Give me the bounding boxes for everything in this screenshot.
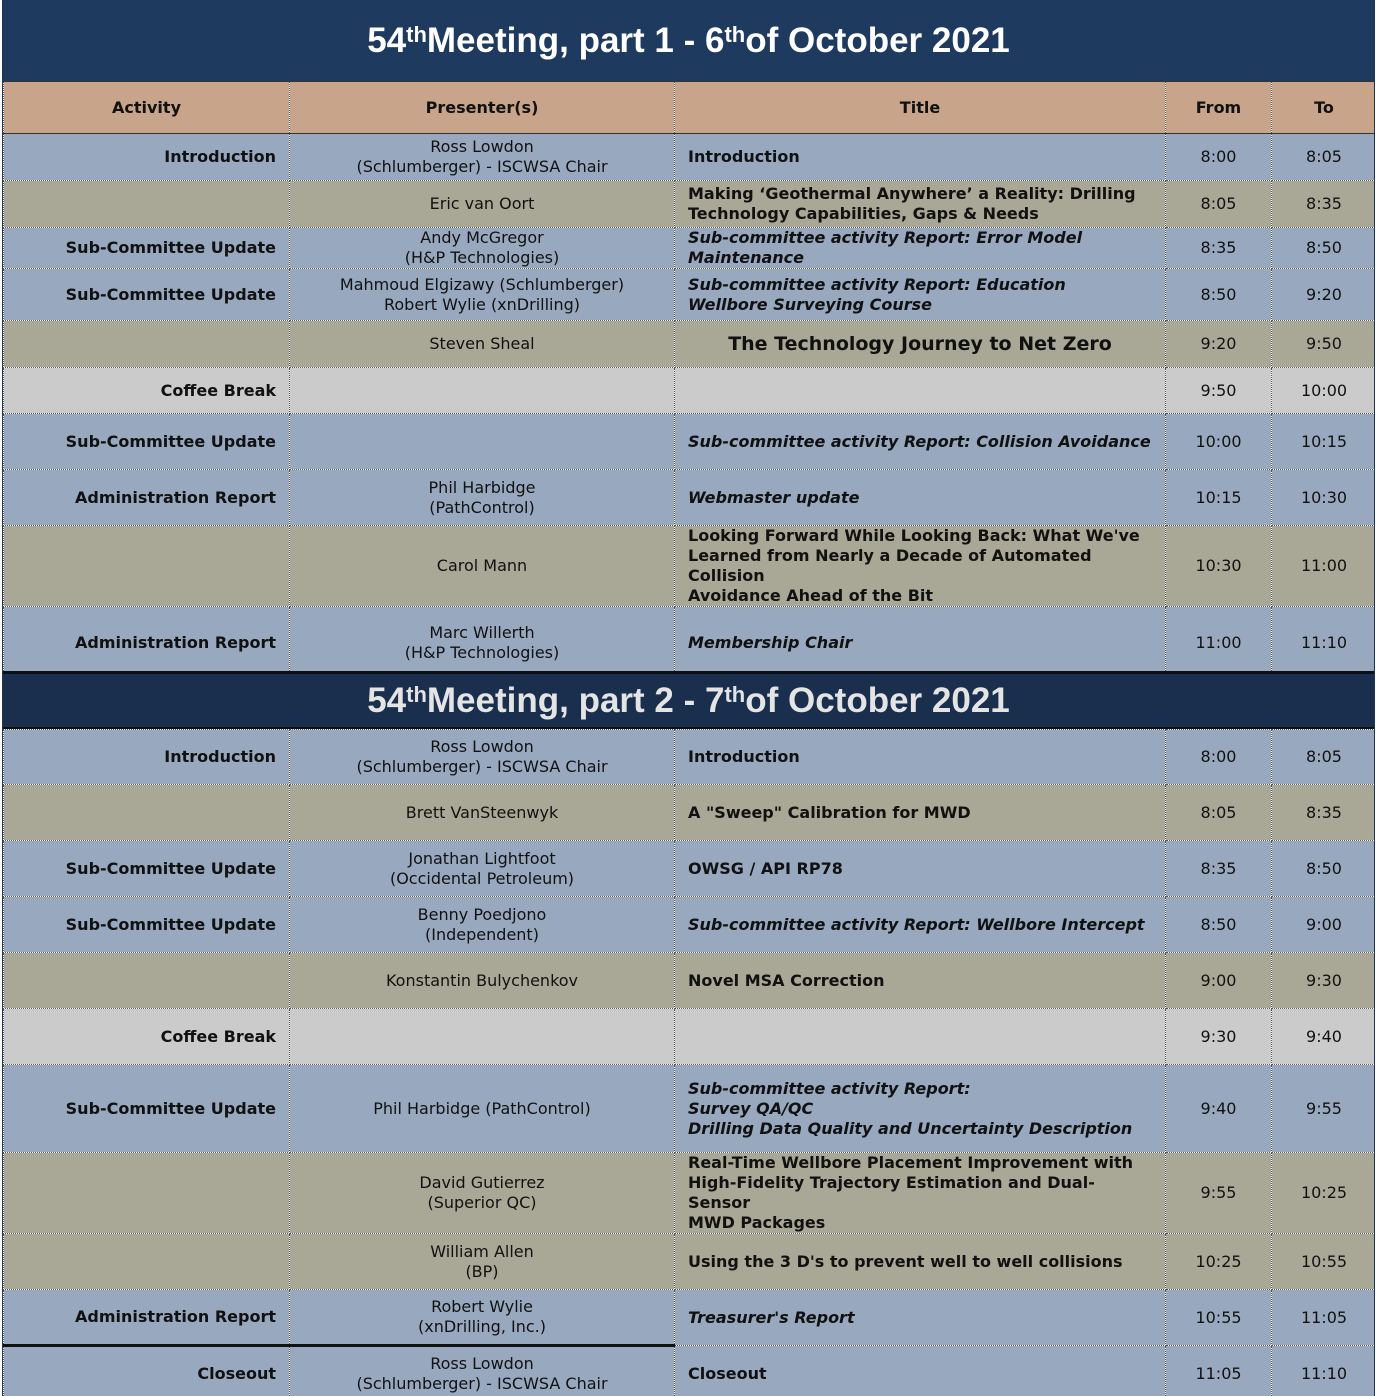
activity-label: Sub-Committee Update bbox=[65, 914, 276, 934]
from-time-cell bbox=[1166, 228, 1272, 269]
from-time-cell bbox=[1166, 897, 1272, 953]
from-time: 11:00 bbox=[1195, 632, 1242, 652]
activity-cell bbox=[4, 1290, 290, 1346]
from-time-cell bbox=[1166, 1346, 1272, 1396]
activity-cell bbox=[4, 607, 290, 679]
presenter-line: Ross Lowdon bbox=[430, 1354, 534, 1373]
to-time-cell bbox=[1272, 730, 1376, 785]
activity-cell bbox=[4, 526, 290, 607]
from-time-cell bbox=[1166, 1153, 1272, 1234]
title-line: Using the 3 D's to prevent well to well collisions bbox=[688, 1251, 1123, 1271]
presenter-cell bbox=[290, 1009, 675, 1065]
part1-banner-end: of October 2021 bbox=[745, 20, 1010, 60]
presenter-cell bbox=[290, 181, 675, 228]
presenter-cell bbox=[290, 607, 675, 679]
presenter-line: Brett VanSteenwyk bbox=[405, 802, 559, 822]
from-time-cell bbox=[1166, 953, 1272, 1009]
activity-label: Administration Report bbox=[75, 487, 276, 507]
presenter-line: Steven Sheal bbox=[429, 334, 535, 353]
presenter-cell bbox=[290, 228, 675, 269]
activity-label: Introduction bbox=[164, 747, 276, 766]
title-line: A "Sweep" Calibration for MWD bbox=[688, 802, 971, 822]
table-row bbox=[4, 228, 1376, 269]
title-line: The Technology Journey to Net Zero bbox=[728, 333, 1112, 355]
title-line: Treasurer's Report bbox=[688, 1307, 855, 1327]
presenter-line: (Schlumberger) - ISCWSA Chair bbox=[356, 757, 608, 776]
header-from: From bbox=[1166, 82, 1272, 134]
title-line: Real-Time Wellbore Placement Improvement with bbox=[688, 1153, 1134, 1172]
title-line: Looking Forward While Looking Back: What We've bbox=[688, 526, 1140, 545]
to-time: 11:10 bbox=[1300, 1363, 1348, 1383]
to-time: 9:00 bbox=[1306, 914, 1342, 934]
title-line: High-Fidelity Trajectory Estimation and Dual-Sensor bbox=[688, 1173, 1095, 1212]
to-time-cell bbox=[1272, 414, 1376, 470]
presenter-cell bbox=[290, 841, 675, 897]
to-time: 8:05 bbox=[1306, 747, 1342, 766]
part1-banner-num: 54 bbox=[367, 20, 407, 60]
to-time: 8:05 bbox=[1306, 147, 1342, 166]
activity-cell bbox=[4, 181, 290, 228]
to-time: 9:55 bbox=[1306, 1098, 1342, 1118]
from-time-cell bbox=[1166, 368, 1272, 414]
from-time: 11:05 bbox=[1195, 1363, 1242, 1383]
presenter-line: Eric van Oort bbox=[429, 194, 535, 213]
presenter-line: Konstantin Bulychenkov bbox=[385, 970, 579, 990]
presenter-line: William Allen bbox=[430, 1241, 534, 1261]
title-line: Introduction bbox=[688, 747, 800, 766]
from-time-cell bbox=[1166, 1009, 1272, 1065]
activity-cell bbox=[4, 841, 290, 897]
to-time-cell bbox=[1272, 321, 1376, 368]
title-cell bbox=[675, 228, 1166, 269]
from-time-cell bbox=[1166, 841, 1272, 897]
title-line: Maintenance bbox=[688, 248, 805, 267]
part2-banner-day-sup: th bbox=[724, 681, 746, 707]
activity-cell bbox=[4, 1065, 290, 1153]
presenter-cell bbox=[290, 414, 675, 470]
activity-cell bbox=[4, 321, 290, 368]
header-to: To bbox=[1272, 82, 1376, 134]
to-time: 8:35 bbox=[1306, 194, 1342, 213]
title-cell bbox=[675, 1234, 1166, 1290]
activity-label: Sub-Committee Update bbox=[65, 284, 276, 304]
activity-label: Sub-Committee Update bbox=[65, 858, 276, 878]
table-row bbox=[4, 841, 1376, 897]
table-row bbox=[4, 470, 1376, 526]
from-time: 8:50 bbox=[1200, 284, 1237, 304]
title-cell bbox=[675, 897, 1166, 953]
activity-cell bbox=[4, 228, 290, 269]
activity-cell bbox=[4, 1346, 290, 1396]
part1-schedule-table bbox=[3, 81, 1375, 679]
part2-banner-num-sup: th bbox=[406, 681, 427, 707]
table-row bbox=[4, 1234, 1376, 1290]
title-line: Drilling Data Quality and Uncertainty Description bbox=[688, 1118, 1133, 1138]
presenter-line: Robert Wylie bbox=[431, 1297, 533, 1316]
title-line: Sub-committee activity Report: Education bbox=[688, 274, 1066, 294]
activity-cell bbox=[4, 1009, 290, 1065]
from-time-cell bbox=[1166, 321, 1272, 368]
part2-banner bbox=[3, 671, 1374, 729]
part1-banner-mid: Meeting, part 1 - 6 bbox=[426, 20, 725, 60]
title-cell bbox=[675, 607, 1166, 679]
to-time-cell bbox=[1272, 228, 1376, 269]
to-time-cell bbox=[1272, 841, 1376, 897]
presenter-line: Marc Willerth bbox=[429, 622, 535, 642]
table-row bbox=[4, 526, 1376, 607]
to-time-cell bbox=[1272, 897, 1376, 953]
activity-label: Coffee Break bbox=[160, 380, 276, 400]
table-row bbox=[4, 1065, 1376, 1153]
to-time: 10:15 bbox=[1300, 431, 1348, 451]
presenter-cell bbox=[290, 953, 675, 1009]
to-time-cell bbox=[1272, 269, 1376, 321]
from-time: 10:15 bbox=[1195, 487, 1242, 507]
activity-cell bbox=[4, 414, 290, 470]
from-time: 9:50 bbox=[1200, 380, 1237, 400]
part2-banner-end: of October 2021 bbox=[745, 680, 1010, 720]
presenter-line: (Occidental Petroleum) bbox=[389, 868, 575, 888]
table-row bbox=[4, 785, 1376, 841]
to-time: 8:35 bbox=[1306, 802, 1342, 822]
table-row bbox=[4, 134, 1376, 181]
table-row bbox=[4, 1153, 1376, 1234]
title-line: Avoidance Ahead of the Bit bbox=[688, 586, 934, 605]
part1-banner bbox=[3, 0, 1374, 81]
from-time: 9:30 bbox=[1200, 1026, 1237, 1046]
to-time: 11:00 bbox=[1300, 556, 1348, 575]
presenter-line: (Superior QC) bbox=[427, 1193, 537, 1212]
title-line: MWD Packages bbox=[688, 1213, 826, 1232]
title-line: Survey QA/QC bbox=[688, 1098, 814, 1118]
part1-rows bbox=[4, 134, 1376, 679]
table-row bbox=[4, 730, 1376, 785]
from-time: 9:40 bbox=[1200, 1098, 1237, 1118]
to-time: 11:10 bbox=[1300, 632, 1348, 652]
presenter-cell bbox=[290, 526, 675, 607]
to-time-cell bbox=[1272, 470, 1376, 526]
presenter-line: Benny Poedjono bbox=[417, 904, 547, 924]
from-time-cell bbox=[1166, 134, 1272, 181]
presenter-line: David Gutierrez bbox=[419, 1173, 545, 1192]
title-line: Technology Capabilities, Gaps & Needs bbox=[688, 204, 1039, 223]
to-time-cell bbox=[1272, 785, 1376, 841]
presenter-line: (Independent) bbox=[425, 924, 539, 944]
title-cell bbox=[675, 470, 1166, 526]
title-cell bbox=[675, 953, 1166, 1009]
from-time-cell bbox=[1166, 181, 1272, 228]
presenter-cell bbox=[290, 1153, 675, 1234]
from-time: 8:35 bbox=[1200, 858, 1237, 878]
activity-cell bbox=[4, 1153, 290, 1234]
presenter-cell bbox=[290, 1234, 675, 1290]
from-time-cell bbox=[1166, 269, 1272, 321]
title-cell bbox=[675, 1009, 1166, 1065]
part2-rows bbox=[4, 730, 1376, 1396]
from-time-cell bbox=[1166, 414, 1272, 470]
from-time-cell bbox=[1166, 1290, 1272, 1346]
to-time-cell bbox=[1272, 134, 1376, 181]
to-time: 10:30 bbox=[1300, 487, 1348, 507]
activity-label: Closeout bbox=[197, 1364, 276, 1383]
title-line: Sub-committee activity Report: Error Model bbox=[688, 228, 1083, 247]
from-time: 8:50 bbox=[1200, 914, 1237, 934]
presenter-cell bbox=[290, 1065, 675, 1153]
from-time: 8:00 bbox=[1200, 747, 1237, 766]
part2-schedule-table bbox=[3, 729, 1375, 1396]
activity-cell bbox=[4, 1234, 290, 1290]
title-cell bbox=[675, 269, 1166, 321]
part1-banner-day-sup: th bbox=[724, 21, 746, 47]
to-time: 8:50 bbox=[1306, 858, 1342, 878]
part1-banner-num-sup: th bbox=[406, 21, 427, 47]
to-time-cell bbox=[1272, 607, 1376, 679]
to-time-cell bbox=[1272, 181, 1376, 228]
from-time: 9:20 bbox=[1200, 334, 1237, 353]
column-header-row bbox=[4, 82, 1376, 134]
presenter-line: Ross Lowdon bbox=[430, 137, 534, 156]
to-time-cell bbox=[1272, 1065, 1376, 1153]
title-line: Membership Chair bbox=[688, 632, 853, 652]
presenter-line: (PathControl) bbox=[429, 497, 535, 517]
to-time: 9:20 bbox=[1306, 284, 1342, 304]
table-row bbox=[4, 1009, 1376, 1065]
presenter-line: (H&P Technologies) bbox=[404, 248, 560, 267]
presenter-line: Carol Mann bbox=[436, 556, 528, 575]
presenter-line: (Schlumberger) - ISCWSA Chair bbox=[356, 157, 608, 176]
presenter-line: Robert Wylie (xnDrilling) bbox=[383, 294, 581, 314]
to-time: 10:25 bbox=[1300, 1183, 1348, 1202]
presenter-line: (Schlumberger) - ISCWSA Chair bbox=[356, 1374, 608, 1393]
to-time: 9:40 bbox=[1306, 1026, 1342, 1046]
header-title: Title bbox=[675, 82, 1166, 134]
to-time-cell bbox=[1272, 953, 1376, 1009]
title-line: Novel MSA Correction bbox=[688, 970, 885, 990]
agenda-sheet bbox=[2, 0, 1375, 1396]
presenter-cell bbox=[290, 897, 675, 953]
table-row bbox=[4, 1290, 1376, 1346]
activity-label: Sub-Committee Update bbox=[65, 238, 276, 257]
from-time: 10:00 bbox=[1195, 431, 1242, 451]
title-line: Sub-committee activity Report: Wellbore Intercept bbox=[688, 914, 1145, 934]
activity-cell bbox=[4, 897, 290, 953]
to-time-cell bbox=[1272, 1234, 1376, 1290]
part2-banner-num: 54 bbox=[367, 680, 407, 720]
presenter-line: Phil Harbidge bbox=[428, 477, 536, 497]
from-time-cell bbox=[1166, 1065, 1272, 1153]
table-row bbox=[4, 181, 1376, 228]
table-row bbox=[4, 321, 1376, 368]
from-time-cell bbox=[1166, 1234, 1272, 1290]
to-time-cell bbox=[1272, 368, 1376, 414]
to-time-cell bbox=[1272, 1009, 1376, 1065]
title-cell bbox=[675, 785, 1166, 841]
to-time: 10:55 bbox=[1300, 1251, 1348, 1271]
to-time: 8:50 bbox=[1306, 238, 1342, 257]
title-cell bbox=[675, 730, 1166, 785]
from-time: 9:55 bbox=[1200, 1183, 1237, 1202]
presenter-line: Jonathan Lightfoot bbox=[408, 848, 556, 868]
activity-cell bbox=[4, 269, 290, 321]
title-line: Sub-committee activity Report: Collision Avoidance bbox=[688, 431, 1151, 451]
title-line: OWSG / API RP78 bbox=[688, 858, 843, 878]
presenter-cell bbox=[290, 730, 675, 785]
activity-label: Administration Report bbox=[75, 632, 276, 652]
from-time: 8:35 bbox=[1200, 238, 1237, 257]
from-time-cell bbox=[1166, 730, 1272, 785]
activity-label: Introduction bbox=[164, 147, 276, 166]
presenter-line: (xnDrilling, Inc.) bbox=[418, 1317, 546, 1336]
presenter-line: Mahmoud Elgizawy (Schlumberger) bbox=[339, 274, 625, 294]
presenter-cell bbox=[290, 1346, 675, 1396]
title-cell bbox=[675, 1065, 1166, 1153]
part2-banner-mid: Meeting, part 2 - 7 bbox=[426, 680, 725, 720]
from-time-cell bbox=[1166, 470, 1272, 526]
table-row bbox=[4, 607, 1376, 679]
to-time-cell bbox=[1272, 1346, 1376, 1396]
title-cell bbox=[675, 526, 1166, 607]
title-cell bbox=[675, 414, 1166, 470]
to-time-cell bbox=[1272, 1153, 1376, 1234]
from-time-cell bbox=[1166, 526, 1272, 607]
presenter-cell bbox=[290, 269, 675, 321]
title-cell bbox=[675, 1346, 1166, 1396]
from-time: 8:05 bbox=[1200, 802, 1237, 822]
header-activity: Activity bbox=[4, 82, 290, 134]
title-cell bbox=[675, 1290, 1166, 1346]
presenter-cell bbox=[290, 134, 675, 181]
table-row bbox=[4, 414, 1376, 470]
to-time: 11:05 bbox=[1300, 1307, 1348, 1327]
presenter-line: Ross Lowdon bbox=[430, 737, 534, 756]
presenter-cell bbox=[290, 470, 675, 526]
to-time: 10:00 bbox=[1300, 380, 1348, 400]
from-time-cell bbox=[1166, 607, 1272, 679]
title-line: Wellbore Surveying Course bbox=[688, 294, 933, 314]
title-cell bbox=[675, 181, 1166, 228]
title-line: Introduction bbox=[688, 147, 800, 166]
activity-label: Administration Report bbox=[75, 1307, 276, 1326]
title-line: Closeout bbox=[688, 1363, 767, 1383]
presenter-cell bbox=[290, 321, 675, 368]
activity-cell bbox=[4, 134, 290, 181]
to-time: 9:30 bbox=[1306, 970, 1342, 990]
from-time: 8:00 bbox=[1200, 147, 1237, 166]
activity-cell bbox=[4, 785, 290, 841]
presenter-cell bbox=[290, 368, 675, 414]
title-cell bbox=[675, 841, 1166, 897]
from-time-cell bbox=[1166, 785, 1272, 841]
table-row bbox=[4, 269, 1376, 321]
title-line: Learned from Nearly a Decade of Automated Collision bbox=[688, 546, 1092, 585]
title-cell bbox=[675, 1153, 1166, 1234]
table-row bbox=[4, 953, 1376, 1009]
title-cell bbox=[675, 368, 1166, 414]
from-time: 10:55 bbox=[1195, 1307, 1242, 1327]
from-time: 9:00 bbox=[1200, 970, 1237, 990]
from-time: 10:30 bbox=[1195, 556, 1242, 575]
activity-cell bbox=[4, 730, 290, 785]
title-cell bbox=[675, 134, 1166, 181]
presenter-line: Phil Harbidge (PathControl) bbox=[373, 1098, 591, 1118]
activity-label: Sub-Committee Update bbox=[65, 1098, 276, 1118]
presenter-cell bbox=[290, 785, 675, 841]
title-cell bbox=[675, 321, 1166, 368]
activity-cell bbox=[4, 368, 290, 414]
presenter-line: (H&P Technologies) bbox=[404, 642, 560, 662]
activity-label: Coffee Break bbox=[160, 1026, 276, 1046]
activity-cell bbox=[4, 953, 290, 1009]
presenter-line: (BP) bbox=[465, 1261, 499, 1281]
to-time: 9:50 bbox=[1306, 334, 1342, 353]
table-row bbox=[4, 1346, 1376, 1396]
from-time: 10:25 bbox=[1195, 1251, 1242, 1271]
activity-cell bbox=[4, 470, 290, 526]
table-row bbox=[4, 368, 1376, 414]
from-time: 8:05 bbox=[1200, 194, 1237, 213]
title-line: Making ‘Geothermal Anywhere’ a Reality: Drilling bbox=[688, 184, 1136, 203]
presenter-line: Andy McGregor bbox=[420, 228, 544, 247]
presenter-cell bbox=[290, 1290, 675, 1346]
title-line: Webmaster update bbox=[688, 487, 860, 507]
to-time-cell bbox=[1272, 1290, 1376, 1346]
header-presenters: Presenter(s) bbox=[290, 82, 675, 134]
table-row bbox=[4, 897, 1376, 953]
title-line: Sub-committee activity Report: bbox=[688, 1078, 971, 1098]
activity-label: Sub-Committee Update bbox=[65, 431, 276, 451]
to-time-cell bbox=[1272, 526, 1376, 607]
